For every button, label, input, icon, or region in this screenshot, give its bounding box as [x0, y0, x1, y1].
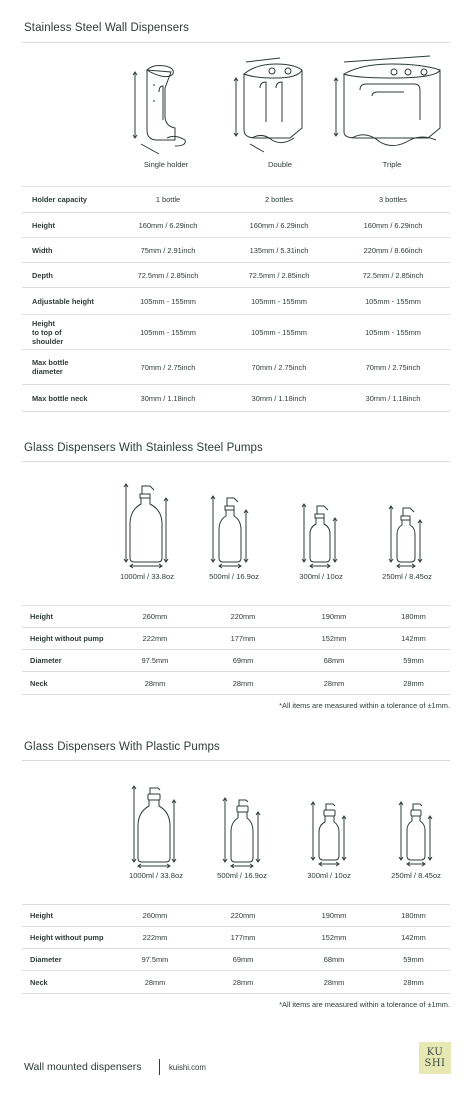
- table-cell: 142mm: [377, 628, 450, 650]
- table-cell: 222mm: [115, 927, 195, 949]
- table-cell: 28mm: [195, 672, 291, 695]
- table-cell: 28mm: [377, 672, 450, 695]
- section-divider: [22, 42, 450, 43]
- wall-dispensers-spec-table: [22, 186, 450, 412]
- section-title-wall-dispensers: Stainless Steel Wall Dispensers: [24, 22, 190, 34]
- table-cell: 59mm: [377, 949, 450, 971]
- table-cell: 160mm / 6.29inch: [114, 213, 222, 238]
- row-label: Width: [22, 238, 114, 263]
- stainless-pumps-spec-table: [22, 605, 450, 695]
- figure-label-1000ml: 1000ml / 33.8oz: [119, 572, 175, 581]
- table-cell: 70mm / 2.75inch: [114, 350, 222, 385]
- table-row: [22, 385, 450, 412]
- table-cell: 69mm: [195, 949, 291, 971]
- table-cell: 72.5mm / 2.85inch: [114, 263, 222, 288]
- row-label: Diameter: [22, 650, 115, 672]
- table-cell: 190mm: [291, 606, 377, 628]
- figure-label-triple: Triple: [382, 160, 402, 169]
- table-row: [22, 606, 450, 628]
- table-cell: 152mm: [291, 927, 377, 949]
- section-title-plastic-pumps: Glass Dispensers With Plastic Pumps: [24, 741, 220, 753]
- table-cell: 152mm: [291, 628, 377, 650]
- table-cell: 68mm: [291, 949, 377, 971]
- table-cell: 30mm / 1.18inch: [336, 385, 450, 412]
- table-cell: 28mm: [115, 971, 195, 994]
- table-cell: 68mm: [291, 650, 377, 672]
- table-cell: 105mm - 155mm: [114, 288, 222, 315]
- table-cell: 180mm: [377, 606, 450, 628]
- table-row: [22, 213, 450, 238]
- table-row: [22, 949, 450, 971]
- row-label: Depth: [22, 263, 114, 288]
- figure-label-250ml: 250ml / 8.45oz: [391, 871, 441, 880]
- table-cell: 260mm: [115, 606, 195, 628]
- table-row: [22, 187, 450, 213]
- figure-label-single-holder: Single holder: [143, 160, 189, 169]
- table-row: [22, 628, 450, 650]
- table-row: [22, 288, 450, 315]
- table-cell: 180mm: [377, 905, 450, 927]
- table-cell: 2 bottles: [222, 187, 336, 213]
- table-cell: 105mm - 155mm: [336, 288, 450, 315]
- footer-title: Wall mounted dispensers: [24, 1061, 142, 1073]
- table-cell: 105mm - 155mm: [222, 288, 336, 315]
- table-row: [22, 350, 450, 385]
- kuishi-logo: [419, 1042, 451, 1074]
- table-cell: 105mm - 155mm: [114, 315, 222, 350]
- table-cell: 30mm / 1.18inch: [114, 385, 222, 412]
- figure-label-250ml: 250ml / 8.45oz: [382, 572, 432, 581]
- table-row: [22, 971, 450, 994]
- table-cell: 72.5mm / 2.85inch: [222, 263, 336, 288]
- row-label: Neck: [22, 672, 115, 695]
- table-cell: 75mm / 2.91inch: [114, 238, 222, 263]
- section-divider: [22, 760, 450, 761]
- table-cell: 28mm: [115, 672, 195, 695]
- table-cell: 28mm: [291, 672, 377, 695]
- row-label: Diameter: [22, 949, 115, 971]
- table-cell: 70mm / 2.75inch: [336, 350, 450, 385]
- logo-line-1: KU: [426, 1047, 444, 1058]
- tolerance-note: *All items are measured within a tolerance of ±1mm.: [279, 1000, 450, 1009]
- table-cell: 59mm: [377, 650, 450, 672]
- table-row: [22, 927, 450, 949]
- figure-label-500ml: 500ml / 16.9oz: [217, 871, 267, 880]
- footer-site-link[interactable]: kuishi.com: [169, 1063, 206, 1072]
- table-row: [22, 650, 450, 672]
- row-label: Height: [22, 905, 115, 927]
- logo-line-2: SHI: [424, 1058, 446, 1069]
- figure-label-300ml: 300ml / 10oz: [299, 572, 343, 581]
- table-cell: 28mm: [377, 971, 450, 994]
- table-cell: 220mm / 8.66inch: [336, 238, 450, 263]
- row-label: Height to top of shoulder: [22, 315, 114, 350]
- row-label: Neck: [22, 971, 115, 994]
- table-row: [22, 905, 450, 927]
- table-cell: 142mm: [377, 927, 450, 949]
- row-label: Height without pump: [22, 927, 115, 949]
- table-cell: 3 bottles: [336, 187, 450, 213]
- table-cell: 260mm: [115, 905, 195, 927]
- table-cell: 220mm: [195, 905, 291, 927]
- table-cell: 135mm / 5.31inch: [222, 238, 336, 263]
- table-cell: 28mm: [195, 971, 291, 994]
- row-label: Max bottle neck: [22, 385, 114, 412]
- table-row: [22, 238, 450, 263]
- table-row: [22, 672, 450, 695]
- table-cell: 28mm: [291, 971, 377, 994]
- table-cell: 190mm: [291, 905, 377, 927]
- table-cell: 30mm / 1.18inch: [222, 385, 336, 412]
- row-label: Adjustable height: [22, 288, 114, 315]
- table-cell: 222mm: [115, 628, 195, 650]
- row-label: Height: [22, 213, 114, 238]
- plastic-pumps-spec-table: [22, 904, 450, 994]
- row-label: Height: [22, 606, 115, 628]
- row-label: Holder capacity: [22, 187, 114, 213]
- table-cell: 160mm / 6.29inch: [336, 213, 450, 238]
- table-cell: 105mm - 155mm: [222, 315, 336, 350]
- figure-label-double: Double: [267, 160, 293, 169]
- table-cell: 97.5mm: [115, 650, 195, 672]
- table-cell: 220mm: [195, 606, 291, 628]
- figure-label-1000ml: 1000ml / 33.8oz: [128, 871, 184, 880]
- table-cell: 105mm - 155mm: [336, 315, 450, 350]
- figure-label-500ml: 500ml / 16.9oz: [209, 572, 259, 581]
- table-cell: 1 bottle: [114, 187, 222, 213]
- table-cell: 177mm: [195, 628, 291, 650]
- table-cell: 72.5mm / 2.85inch: [336, 263, 450, 288]
- table-cell: 97.5mm: [115, 949, 195, 971]
- section-divider: [22, 461, 450, 462]
- row-label: Max bottle diameter: [22, 350, 114, 385]
- table-cell: 69mm: [195, 650, 291, 672]
- table-row: [22, 315, 450, 350]
- table-cell: 177mm: [195, 927, 291, 949]
- footer-separator: [159, 1059, 160, 1075]
- table-cell: 160mm / 6.29inch: [222, 213, 336, 238]
- figure-label-300ml: 300ml / 10oz: [307, 871, 351, 880]
- table-row: [22, 263, 450, 288]
- section-title-stainless-pumps: Glass Dispensers With Stainless Steel Pumps: [24, 442, 263, 454]
- tolerance-note: *All items are measured within a tolerance of ±1mm.: [279, 701, 450, 710]
- table-cell: 70mm / 2.75inch: [222, 350, 336, 385]
- row-label: Height without pump: [22, 628, 115, 650]
